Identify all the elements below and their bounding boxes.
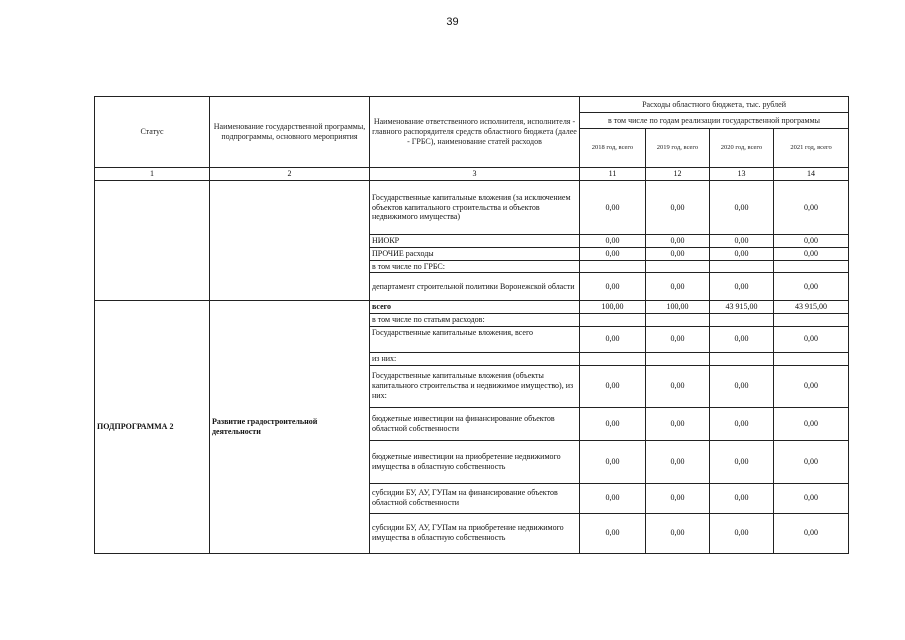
row-value [774,352,849,365]
row-value: 0,00 [774,273,849,301]
column-number: 11 [580,168,646,181]
row-value: 0,00 [774,326,849,352]
row-value: 0,00 [774,483,849,513]
row-value: 43 915,00 [774,301,849,314]
column-number-row [95,168,849,181]
row-value: 0,00 [580,273,646,301]
row-value: 0,00 [710,235,774,248]
row-value: 0,00 [710,365,774,407]
row-value: 0,00 [580,483,646,513]
row-value: 0,00 [710,513,774,553]
row-label: Государственные капитальные вложения (объекты капитального строительства и недвижимое имущество), из них: [370,365,580,407]
header-year-2019: 2019 год, всего [646,129,710,168]
row-value [646,352,710,365]
header-status: Статус [95,97,210,168]
header-year-2020: 2020 год, всего [710,129,774,168]
row-label: из них: [370,352,580,365]
header-by-years: в том числе по годам реализации государственной программы [580,113,849,129]
row-label: в том числе по ГРБС: [370,260,580,273]
row-value [710,314,774,327]
row-value: 0,00 [646,326,710,352]
row-value: 0,00 [774,365,849,407]
row-value: 0,00 [710,407,774,440]
column-number: 14 [774,168,849,181]
row-value: 0,00 [710,440,774,483]
row-value: 0,00 [580,513,646,553]
row-label: ПРОЧИЕ расходы [370,247,580,260]
row-value [710,260,774,273]
row-value: 0,00 [710,326,774,352]
subprogram-status: ПОДПРОГРАММА 2 [95,301,210,553]
row-value [710,352,774,365]
page-number: 39 [446,16,459,28]
row-value: 100,00 [646,301,710,314]
column-number: 12 [646,168,710,181]
header-year-2018: 2018 год, всего [580,129,646,168]
row-value: 43 915,00 [710,301,774,314]
header-executor: Наименование ответственного исполнителя, исполнителя - главного распорядителя средств областного бюджета (далее - ГРБС), наименование статей расходов [370,97,580,168]
subprogram-name: Развитие градостроительной деятельности [210,301,370,553]
row-label: бюджетные инвестиции на приобретение недвижимого имущества в областную собственность [370,440,580,483]
row-label: НИОКР [370,235,580,248]
row-value: 0,00 [646,513,710,553]
row-label: Государственные капитальные вложения (за исключением объектов капитального строительства и объектов недвижимого имущества) [370,181,580,235]
row-value: 0,00 [646,365,710,407]
row-value [580,314,646,327]
row-value: 0,00 [710,483,774,513]
row-label: субсидии БУ, АУ, ГУПам на финансирование объектов областной собственности [370,483,580,513]
column-number: 3 [370,168,580,181]
row-value: 0,00 [774,440,849,483]
row-value: 0,00 [646,235,710,248]
row-value: 0,00 [710,273,774,301]
row-value: 100,00 [580,301,646,314]
row-value: 0,00 [774,235,849,248]
column-number: 2 [210,168,370,181]
row-value: 0,00 [580,235,646,248]
row-value: 0,00 [774,513,849,553]
header-row [95,97,849,113]
row-value: 0,00 [580,407,646,440]
row-value: 0,00 [646,440,710,483]
table-row [95,301,849,314]
row-label: бюджетные инвестиции на финансирование объектов областной собственности [370,407,580,440]
row-value: 0,00 [774,407,849,440]
row-value: 0,00 [580,181,646,235]
row-value [646,314,710,327]
column-number: 1 [95,168,210,181]
table-row [95,181,849,235]
row-value: 0,00 [646,247,710,260]
row-value: 0,00 [646,407,710,440]
row-value: 0,00 [646,483,710,513]
row-label: субсидии БУ, АУ, ГУПам на приобретение недвижимого имущества в областную собственность [370,513,580,553]
row-value: 0,00 [580,247,646,260]
header-expenses: Расходы областного бюджета, тыс. рублей [580,97,849,113]
row-value [774,260,849,273]
status-cell [95,181,210,301]
row-value: 0,00 [774,247,849,260]
row-value [646,260,710,273]
program-cell [210,181,370,301]
header-program-name: Наименование государственной программы, подпрограммы, основного мероприятия [210,97,370,168]
row-value: 0,00 [646,273,710,301]
row-value: 0,00 [710,247,774,260]
column-number: 13 [710,168,774,181]
header-year-2021: 2021 год, всего [774,129,849,168]
row-value: 0,00 [580,440,646,483]
row-value [580,352,646,365]
row-value [774,314,849,327]
row-label: Государственные капитальные вложения, всего [370,326,580,352]
row-value: 0,00 [580,326,646,352]
row-label: всего [370,301,580,314]
budget-table [94,96,849,554]
row-value: 0,00 [580,365,646,407]
row-value: 0,00 [710,181,774,235]
row-value: 0,00 [646,181,710,235]
row-value: 0,00 [774,181,849,235]
row-label: департамент строительной политики Воронежской области [370,273,580,301]
row-label: в том числе по статьям расходов: [370,314,580,327]
row-value [580,260,646,273]
